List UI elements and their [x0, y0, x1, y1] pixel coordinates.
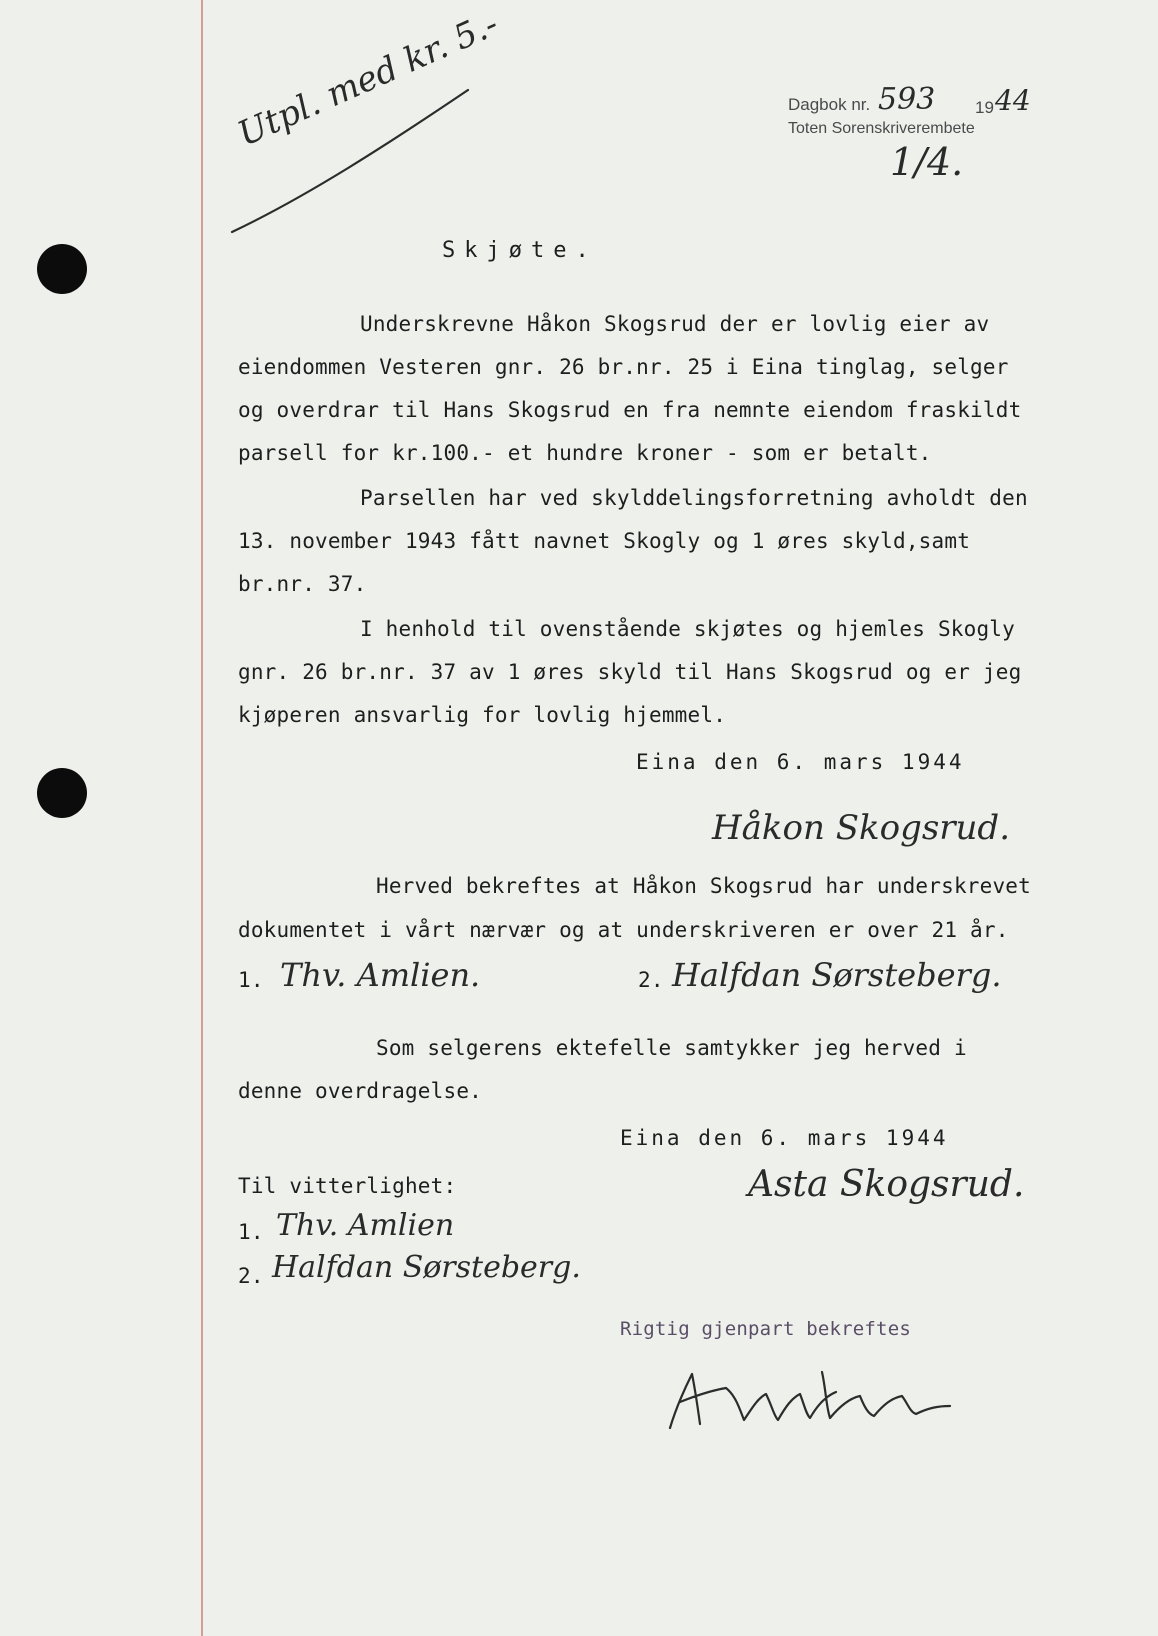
- dagbok-number: 593: [878, 82, 936, 117]
- seller-signature: Håkon Skogsrud.: [712, 808, 1010, 848]
- confirmation-line-1: Herved bekreftes at Håkon Skogsrud har underskrevet: [376, 874, 1031, 898]
- paragraph-3-line-2: gnr. 26 br.nr. 37 av 1 øres skyld til Hans Skogsrud og er jeg: [238, 660, 1022, 684]
- punch-hole-top: [37, 244, 87, 294]
- witness-b1-number: 1.: [238, 1220, 264, 1244]
- certification-stamp: Rigtig gjenpart bekreftes: [620, 1318, 911, 1340]
- paragraph-1-line-1: Underskrevne Håkon Skogsrud der er lovlig eier av: [360, 312, 990, 336]
- witness-b1-signature: Thv. Amlien: [276, 1208, 455, 1243]
- paragraph-3-line-1: I henhold til ovenstående skjøtes og hjemles Skogly: [360, 617, 1015, 641]
- document-title: Skjøte.: [442, 238, 598, 263]
- paragraph-1-line-3: og overdrar til Hans Skogsrud en fra nemnte eiendom fraskildt: [238, 398, 1022, 422]
- witness-1-number: 1.: [238, 968, 264, 992]
- paragraph-3-line-3: kjøperen ansvarlig for lovlig hjemmel.: [238, 703, 727, 727]
- witness-b2-number: 2.: [238, 1264, 264, 1288]
- til-vitterlighet-label: Til vitterlighet:: [238, 1174, 457, 1198]
- received-date: 1/4.: [890, 140, 964, 184]
- punch-hole-middle: [37, 768, 87, 818]
- witness-b2-signature: Halfdan Sørsteberg.: [272, 1250, 581, 1285]
- place-date-2: Eina den 6. mars 1944: [620, 1126, 949, 1150]
- confirmation-line-2: dokumentet i vårt nærvær og at underskriveren er over 21 år.: [238, 918, 1009, 942]
- spouse-signature: Asta Skogsrud.: [748, 1164, 1025, 1205]
- dagbok-label: Dagbok nr.: [788, 95, 871, 114]
- office-name: Toten Sorenskriverembete: [788, 120, 975, 137]
- consent-line-1: Som selgerens ektefelle samtykker jeg herved i: [376, 1036, 967, 1060]
- year-prefix: 19: [975, 98, 994, 117]
- margin-note-underline: [228, 86, 488, 236]
- paragraph-1-line-4: parsell for kr.100.- et hundre kroner - som er betalt.: [238, 441, 932, 465]
- consent-line-2: denne overdragelse.: [238, 1079, 483, 1103]
- paragraph-2-line-3: br.nr. 37.: [238, 572, 367, 596]
- margin-note: Utpl. med kr. 5.-: [232, 4, 505, 155]
- certifier-signature: [640, 1360, 960, 1440]
- witness-1-signature: Thv. Amlien.: [280, 956, 481, 994]
- paragraph-2-line-2: 13. november 1943 fått navnet Skogly og 1 øres skyld,samt: [238, 529, 971, 553]
- year-suffix: 44: [995, 84, 1031, 117]
- paragraph-1-line-2: eiendommen Vesteren gnr. 26 br.nr. 25 i Eina tinglag, selger: [238, 355, 1009, 379]
- margin-rule: [201, 0, 203, 1636]
- witness-2-signature: Halfdan Sørsteberg.: [672, 956, 1002, 994]
- paragraph-2-line-1: Parsellen har ved skylddelingsforretning avholdt den: [360, 486, 1028, 510]
- place-date-1: Eina den 6. mars 1944: [636, 750, 965, 774]
- witness-2-number: 2.: [638, 968, 664, 992]
